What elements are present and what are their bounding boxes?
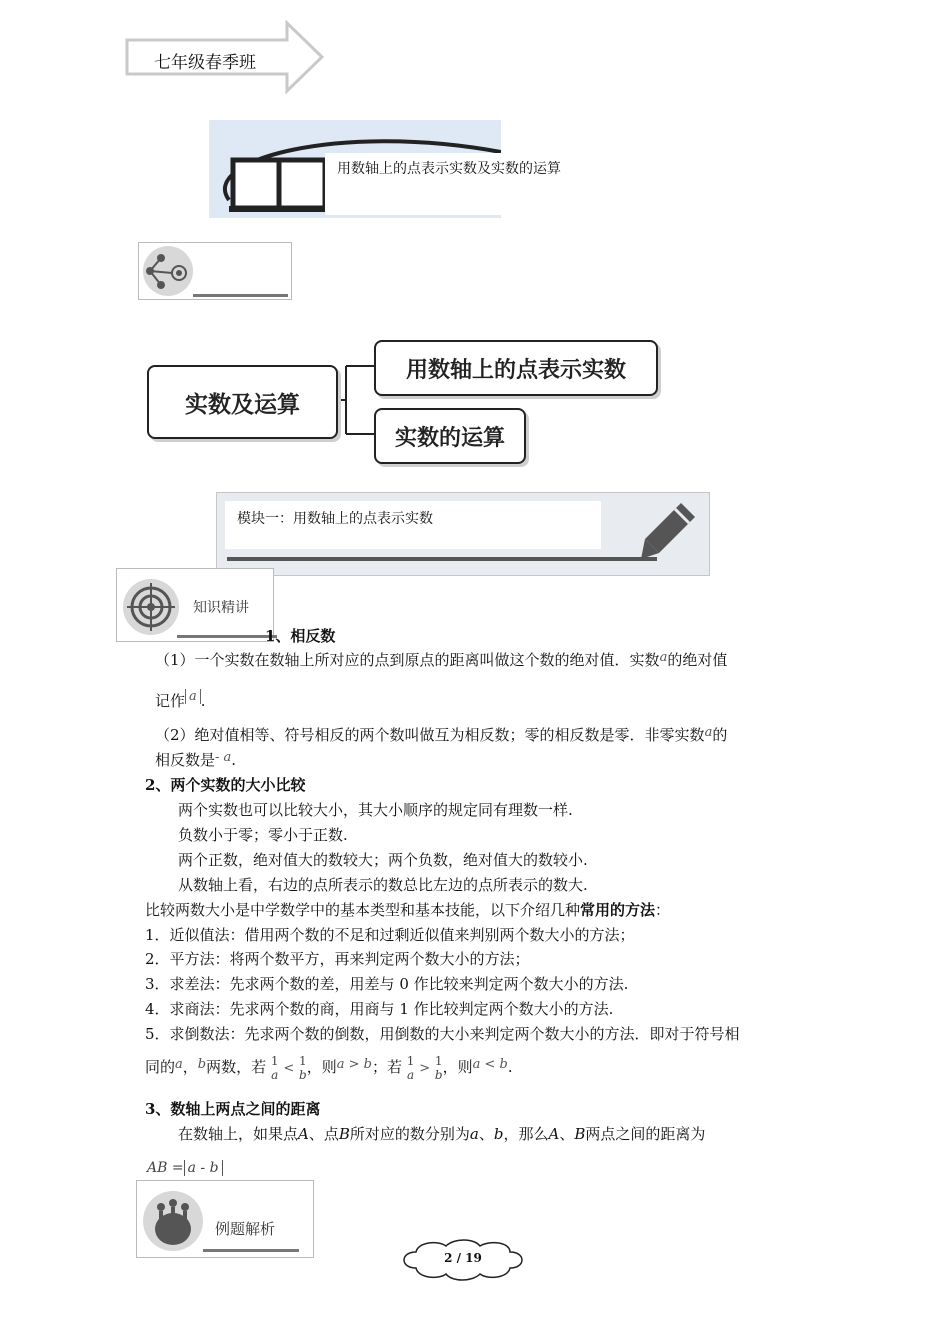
- knowledge-card: [116, 568, 274, 642]
- distance-formula: AB = a - b: [147, 1158, 223, 1178]
- network-icon-card: [138, 242, 292, 300]
- mindmap-branch-2: 实数的运算: [374, 408, 526, 464]
- heading-compare: 2、两个实数的大小比较: [145, 776, 306, 794]
- mindmap-branch-1: 用数轴上的点表示实数: [374, 340, 658, 396]
- method-5-continued: 同的a，b两数，若 1 a < 1 b ，则a > b；若 1 a > 1 b ，则a < b.: [145, 1054, 513, 1082]
- module-banner: [216, 492, 710, 576]
- para-2a: （2）绝对值相等、符号相反的两个数叫做互为相反数；零的相反数是零．非零实数a的: [155, 725, 728, 744]
- heading-opposite-numbers: 1、相反数: [265, 627, 336, 645]
- compare-line-2: 负数小于零；零小于正数.: [178, 826, 348, 844]
- compare-line-4: 从数轴上看，右边的点所表示的数总比左边的点所表示的数大.: [178, 876, 588, 894]
- compare-line-3: 两个正数，绝对值大的数较大；两个负数，绝对值大的数较小.: [178, 851, 588, 869]
- page-number-cloud: [398, 1238, 528, 1282]
- class-label: 七年级春季班: [154, 53, 256, 73]
- method-5: 5．求倒数法：先求两个数的倒数，用倒数的大小来判定两个数大小的方法．即对于符号相: [145, 1025, 740, 1043]
- compare-line-1: 两个实数也可以比较大小，其大小顺序的规定同有理数一样.: [178, 801, 573, 819]
- examples-card: [136, 1180, 314, 1258]
- method-2: 2．平方法：将两个数平方，再来判定两个数大小的方法；: [145, 950, 530, 968]
- team-icon: [141, 1189, 205, 1253]
- para-2b: 相反数是- a.: [155, 750, 237, 769]
- fraction-1-over-a: 1 a: [270, 1054, 279, 1082]
- heading-distance: 3、数轴上两点之间的距离: [145, 1100, 321, 1118]
- method-3: 3．求差法：先求两个数的差，用差与 0 作比较来判定两个数大小的方法.: [145, 975, 629, 993]
- methods-intro: 比较两数大小是中学数学中的基本类型和基本技能，以下介绍几种常用的方法：: [145, 901, 671, 919]
- module-title: 模块一：用数轴上的点表示实数: [237, 511, 433, 527]
- para-1a: （1）一个实数在数轴上所对应的点到原点的距离叫做这个数的绝对值．实数a的绝对值: [155, 650, 728, 669]
- target-icon: [121, 577, 181, 637]
- fraction-1-over-a-2: 1 a: [406, 1054, 415, 1082]
- examples-card-label: 例题解析: [215, 1220, 276, 1238]
- knowledge-card-label: 知识精讲: [193, 600, 249, 616]
- page-number: 2 / 19: [444, 1251, 482, 1265]
- fraction-1-over-b: 1 b: [299, 1054, 307, 1082]
- lesson-title: 用数轴上的点表示实数及实数的运算: [337, 161, 561, 177]
- method-1: 1．近似值法：借用两个数的不足和过剩近似值来判别两个数大小的方法；: [145, 926, 635, 944]
- network-icon: [141, 245, 201, 297]
- pencil-icon: [637, 499, 699, 565]
- distance-line-1: 在数轴上，如果点A、点B所对应的数分别为a、b，那么A、B两点之间的距离为: [178, 1125, 706, 1143]
- mindmap-root: 实数及运算: [147, 365, 338, 439]
- para-1b: 记作 a .: [155, 689, 206, 710]
- class-label-arrow: [124, 20, 326, 94]
- fraction-1-over-b-2: 1 b: [434, 1054, 443, 1082]
- method-4: 4．求商法：先求两个数的商，用商与 1 作比较判定两个数大小的方法.: [145, 1000, 614, 1018]
- lesson-banner: [209, 120, 561, 218]
